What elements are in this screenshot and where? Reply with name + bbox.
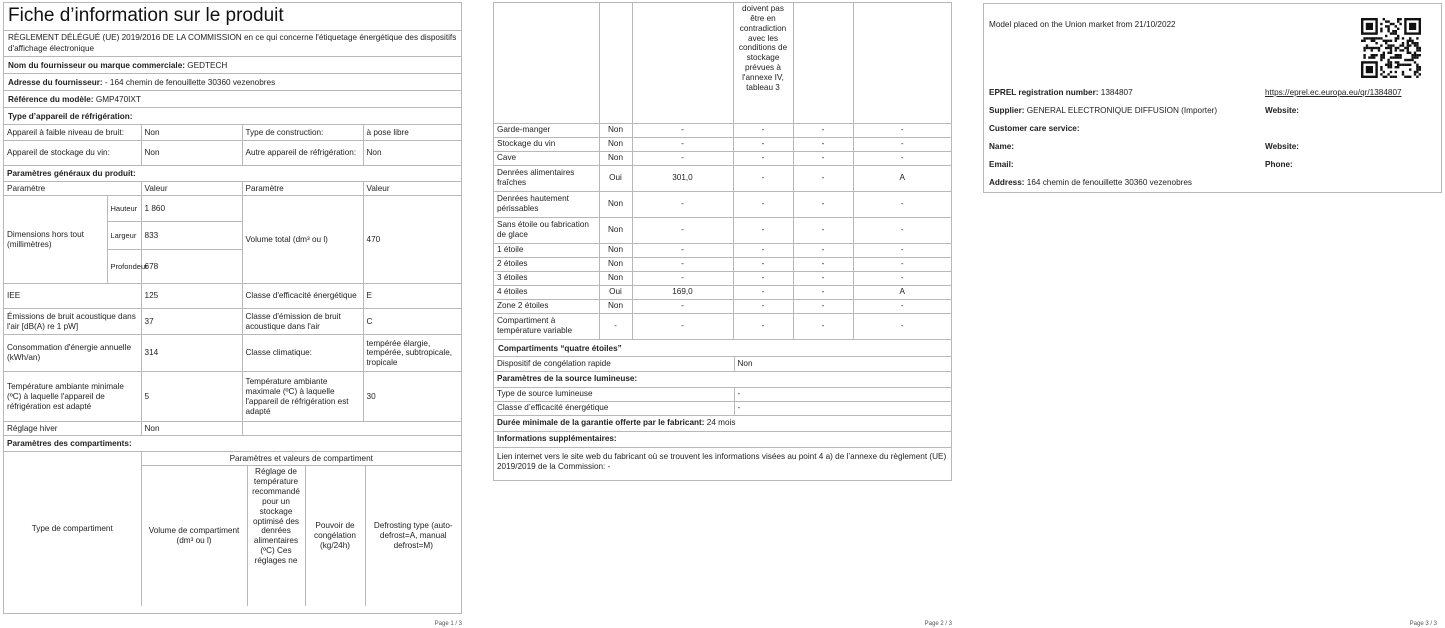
compartment-cell-temp: - xyxy=(733,165,793,191)
volume-label: Volume total (dm³ ou l) xyxy=(242,196,363,284)
fast-freeze-value: Non xyxy=(734,356,951,371)
light-type-value: - xyxy=(734,387,951,401)
supplier-label: Nom du fournisseur ou marque commerciale: xyxy=(8,61,185,71)
model-row xyxy=(4,91,461,108)
page-1-frame xyxy=(3,2,462,614)
compartment-cell-present: Oui xyxy=(599,285,632,299)
care-label: Customer care service: xyxy=(989,124,1080,133)
compartment-cell-defrost: A xyxy=(853,165,951,191)
compartment-header-table xyxy=(4,451,461,606)
compartment-cell-present: - xyxy=(599,313,632,339)
address-row xyxy=(989,178,1192,187)
compartment-cell-temp: - xyxy=(733,299,793,313)
compartment-cell-volume: - xyxy=(632,299,733,313)
compartment-cell-defrost: - xyxy=(853,271,951,285)
comp-volume-label: Volume de compartiment (dm³ ou l) xyxy=(141,466,247,606)
compartment-cell-temp: - xyxy=(733,191,793,217)
climate-label: Classe climatique: xyxy=(242,335,363,372)
compartment-cell-temp: - xyxy=(733,313,793,339)
comp-values-heading: Paramètres et valeurs de compartiment xyxy=(141,452,461,466)
eprel-link-row xyxy=(1265,88,1402,97)
compartment-cell-present: Non xyxy=(599,217,632,243)
compartment-row xyxy=(494,151,951,165)
compartment-cell-name: Compartiment à température variable xyxy=(494,313,599,339)
compartment-cell-temp: - xyxy=(733,123,793,137)
wine-value: Non xyxy=(141,141,242,166)
cont-empty-1 xyxy=(494,3,599,123)
noise-label: Émissions de bruit acoustique dans l'air [dB(A) re 1 pW] xyxy=(4,309,141,335)
compartment-row xyxy=(494,217,951,243)
climate-value: tempérée élargie, tempérée, subtropicale, tropicale xyxy=(363,335,461,372)
compartment-cell-name: Sans étoile ou fabrication de glace xyxy=(494,217,599,243)
compartment-cell-name: 3 étoiles xyxy=(494,271,599,285)
compartment-cell-defrost: - xyxy=(853,299,951,313)
address-value: 164 chemin de fenouillette 30360 vezenobres xyxy=(1026,178,1193,187)
compartment-cell-volume: 301,0 xyxy=(632,165,733,191)
comp-heading: Paramètres des compartiments: xyxy=(4,436,461,452)
col-param2: Paramètre xyxy=(242,182,363,196)
compartment-cell-temp: - xyxy=(733,151,793,165)
compartment-cell-name: Cave xyxy=(494,151,599,165)
comp-temp-label-cont: doivent pas être en contradiction avec les conditions de stockage prévues à l'annexe IV, tableau 3 xyxy=(733,3,793,123)
compartment-cell-volume: - xyxy=(632,137,733,151)
width-value: 833 xyxy=(141,222,242,250)
height-label: Hauteur xyxy=(107,196,141,222)
compartment-cell-temp: - xyxy=(733,137,793,151)
address-label: Address: xyxy=(989,178,1025,187)
warranty-row xyxy=(494,415,951,431)
cont-empty-6 xyxy=(853,3,951,123)
general-table xyxy=(4,181,461,452)
noise-class-value: C xyxy=(363,309,461,335)
construction-label: Type de construction: xyxy=(242,125,363,141)
comp-defrost-label: Defrosting type (auto-defrost=A, manual defrost=M) xyxy=(365,466,461,606)
compartment-cell-defrost: - xyxy=(853,137,951,151)
fast-freeze-table xyxy=(494,356,951,478)
compartment-row xyxy=(494,165,951,191)
compartment-cell-volume: - xyxy=(632,243,733,257)
compartment-row xyxy=(494,313,951,339)
volume-value: 470 xyxy=(363,196,461,284)
eff-class-label: Classe d'efficacité énergétique xyxy=(242,284,363,309)
cont-empty-3 xyxy=(632,3,733,123)
compartment-cell-volume: - xyxy=(632,257,733,271)
compartment-row xyxy=(494,123,951,137)
page-2-frame xyxy=(493,2,952,481)
fast-freeze-label: Dispositif de congélation rapide xyxy=(494,356,734,371)
winter-value: Non xyxy=(141,422,242,436)
compartment-cell-freeze: - xyxy=(793,217,853,243)
compartment-cell-freeze: - xyxy=(793,257,853,271)
width-label: Largeur xyxy=(107,222,141,250)
model-label: Référence du modèle: xyxy=(8,95,94,105)
compartment-cell-name: Zone 2 étoiles xyxy=(494,299,599,313)
compartment-rows xyxy=(494,123,951,339)
email-label: Email: xyxy=(989,160,1014,169)
eff-class-value: E xyxy=(363,284,461,309)
comp-freeze-label: Pouvoir de congélation (kg/24h) xyxy=(305,466,365,606)
tmin-label: Température ambiante minimale (ºC) à laquelle l'appareil de réfrigération est adapté xyxy=(4,372,141,422)
name-label: Name: xyxy=(989,142,1015,151)
extra-heading: Informations supplémentaires: xyxy=(494,431,951,447)
compartment-cell-name: 2 étoiles xyxy=(494,257,599,271)
supplier-row xyxy=(989,106,1217,115)
page-number: Page 2 / 3 xyxy=(924,621,952,627)
compartment-cell-volume: - xyxy=(632,313,733,339)
compartment-cell-freeze: - xyxy=(793,313,853,339)
iee-value: 125 xyxy=(141,284,242,309)
eprel-row xyxy=(989,88,1133,97)
model-value: GMP470IXT xyxy=(95,95,141,105)
compartment-cell-defrost: - xyxy=(853,313,951,339)
other-label: Autre appareil de réfrigération: xyxy=(242,141,363,166)
tmax-value: 30 xyxy=(363,372,461,422)
compartment-cell-present: Oui xyxy=(599,165,632,191)
light-heading: Paramètres de la source lumineuse: xyxy=(494,371,951,387)
page-number: Page 3 / 3 xyxy=(1409,621,1437,627)
compartment-cell-defrost: - xyxy=(853,123,951,137)
page-title: Fiche d’information sur le produit xyxy=(4,3,461,31)
eprel-link[interactable]: https://eprel.ec.europa.eu/qr/1384807 xyxy=(1265,88,1402,97)
tmin-value: 5 xyxy=(141,372,242,422)
warranty-value: 24 mois xyxy=(706,418,736,428)
compartment-cell-temp: - xyxy=(733,217,793,243)
compartment-cell-defrost: - xyxy=(853,151,951,165)
compartment-cell-volume: - xyxy=(632,217,733,243)
compartment-cell-freeze: - xyxy=(793,299,853,313)
compartment-row xyxy=(494,137,951,151)
compartment-cell-name: 1 étoile xyxy=(494,243,599,257)
compartment-cell-volume: - xyxy=(632,123,733,137)
light-class-value: - xyxy=(734,401,951,415)
extra-text: Lien internet vers le site web du fabricant où se trouvent les informations visées au point 4 a) de l’annexe du règlement (UE) 2019/2019 de la Commission: - xyxy=(494,447,951,477)
energy-value: 314 xyxy=(141,335,242,372)
compartment-row xyxy=(494,191,951,217)
noise-value: 37 xyxy=(141,309,242,335)
supplier-value: GENERAL ELECTRONIQUE DIFFUSION (Importer) xyxy=(1026,106,1218,115)
tmax-label: Température ambiante maximale (ºC) à laquelle l'appareil de réfrigération est adapté xyxy=(242,372,363,422)
compartment-cell-present: Non xyxy=(599,243,632,257)
compartment-row xyxy=(494,285,951,299)
winter-label: Réglage hiver xyxy=(4,422,141,436)
compartment-row xyxy=(494,257,951,271)
compartment-cell-defrost: A xyxy=(853,285,951,299)
address-value: - 164 chemin de fenouillette 30360 vezenobres xyxy=(104,78,276,88)
compartment-cell-freeze: - xyxy=(793,165,853,191)
cont-empty-2 xyxy=(599,3,632,123)
page-number: Page 1 / 3 xyxy=(434,621,462,627)
col-value2: Valeur xyxy=(363,182,461,196)
energy-label: Consommation d'énergie annuelle (kWh/an) xyxy=(4,335,141,372)
compartment-cell-temp: - xyxy=(733,271,793,285)
low-noise-label: Appareil à faible niveau de bruit: xyxy=(4,125,141,141)
compartment-cell-present: Non xyxy=(599,137,632,151)
compartment-cell-present: Non xyxy=(599,271,632,285)
type-table xyxy=(4,124,461,182)
compartment-cell-freeze: - xyxy=(793,243,853,257)
compartment-cell-freeze: - xyxy=(793,271,853,285)
general-heading: Paramètres généraux du produit: xyxy=(4,166,461,182)
compartment-cell-temp: - xyxy=(733,243,793,257)
address-row xyxy=(4,74,461,91)
eprel-label: EPREL registration number: xyxy=(989,88,1099,97)
depth-label: Profondeur xyxy=(107,250,141,284)
compartment-cell-present: Non xyxy=(599,151,632,165)
light-class-label: Classe d’efficacité énergétique xyxy=(494,401,734,415)
compartment-cell-volume: 169,0 xyxy=(632,285,733,299)
cont-empty-5 xyxy=(793,3,853,123)
height-value: 1 860 xyxy=(141,196,242,222)
compartment-cell-present: Non xyxy=(599,299,632,313)
compartment-cell-defrost: - xyxy=(853,257,951,271)
type-heading: Type d’appareil de réfrigération: xyxy=(4,108,461,125)
compartment-row xyxy=(494,243,951,257)
compartment-cell-name: Garde-manger xyxy=(494,123,599,137)
compartment-cell-present: Non xyxy=(599,191,632,217)
compartment-cell-temp: - xyxy=(733,285,793,299)
compartment-cell-freeze: - xyxy=(793,191,853,217)
noise-class-label: Classe d'émission de bruit acoustique dans l'air xyxy=(242,309,363,335)
light-type-label: Type de source lumineuse xyxy=(494,387,734,401)
comp-type-label: Type de compartiment xyxy=(4,452,141,606)
col-value: Valeur xyxy=(141,182,242,196)
compartment-row xyxy=(494,299,951,313)
compartment-cell-volume: - xyxy=(632,191,733,217)
supplier-value: GEDTECH xyxy=(187,61,228,71)
winter-empty xyxy=(242,422,461,436)
compartment-cell-volume: - xyxy=(632,151,733,165)
regulation-text: RÈGLEMENT DÉLÉGUÉ (UE) 2019/2016 DE LA COMMISSION en ce qui concerne l'étiquetage énergétique des dispositifs d'affichage électronique xyxy=(4,31,461,57)
compartment-cell-temp: - xyxy=(733,257,793,271)
compartment-cell-freeze: - xyxy=(793,137,853,151)
website-label: Website: xyxy=(1265,106,1299,115)
page-3 xyxy=(980,0,1445,628)
supplier-label: Supplier: xyxy=(989,106,1025,115)
construction-value: à pose libre xyxy=(363,125,461,141)
comp-temp-label: Réglage de température recommandé pour un stockage optimisé des denrées alimentaires (ºC) Ces réglages ne xyxy=(247,466,305,606)
page-1 xyxy=(0,0,470,628)
compliance-box xyxy=(983,3,1442,193)
col-param: Paramètre xyxy=(4,182,141,196)
compartment-table xyxy=(494,3,951,340)
compartment-cell-name: Denrées hautement périssables xyxy=(494,191,599,217)
supplier-row xyxy=(4,57,461,74)
depth-value: 678 xyxy=(141,250,242,284)
compartment-cell-name: 4 étoiles xyxy=(494,285,599,299)
compartment-cell-name: Stockage du vin xyxy=(494,137,599,151)
qr-code-icon xyxy=(1361,18,1421,78)
compartment-cell-defrost: - xyxy=(853,191,951,217)
eprel-value: 1384807 xyxy=(1100,88,1133,97)
compartment-cell-defrost: - xyxy=(853,243,951,257)
compartment-row xyxy=(494,271,951,285)
wine-label: Appareil de stockage du vin: xyxy=(4,141,141,166)
address-label: Adresse du fournisseur: xyxy=(8,78,103,88)
phone-label: Phone: xyxy=(1265,160,1293,169)
other-value: Non xyxy=(363,141,461,166)
low-noise-value: Non xyxy=(141,125,242,141)
page-2 xyxy=(490,0,960,628)
compartment-cell-present: Non xyxy=(599,257,632,271)
dims-label: Dimensions hors tout (millimètres) xyxy=(4,196,107,284)
market-date: Model placed on the Union market from 21/10/2022 xyxy=(989,20,1176,29)
compartment-cell-freeze: - xyxy=(793,123,853,137)
website2-label: Website: xyxy=(1265,142,1299,151)
compartment-cell-present: Non xyxy=(599,123,632,137)
compartment-cell-defrost: - xyxy=(853,217,951,243)
warranty-label: Durée minimale de la garantie offerte par le fabricant: xyxy=(497,418,705,428)
compartment-cell-freeze: - xyxy=(793,151,853,165)
four-star-heading: Compartiments “quatre étoiles” xyxy=(494,340,951,357)
compartment-cell-volume: - xyxy=(632,271,733,285)
compartment-cell-name: Denrées alimentaires fraîches xyxy=(494,165,599,191)
iee-label: IEE xyxy=(4,284,141,309)
compartment-cell-freeze: - xyxy=(793,285,853,299)
